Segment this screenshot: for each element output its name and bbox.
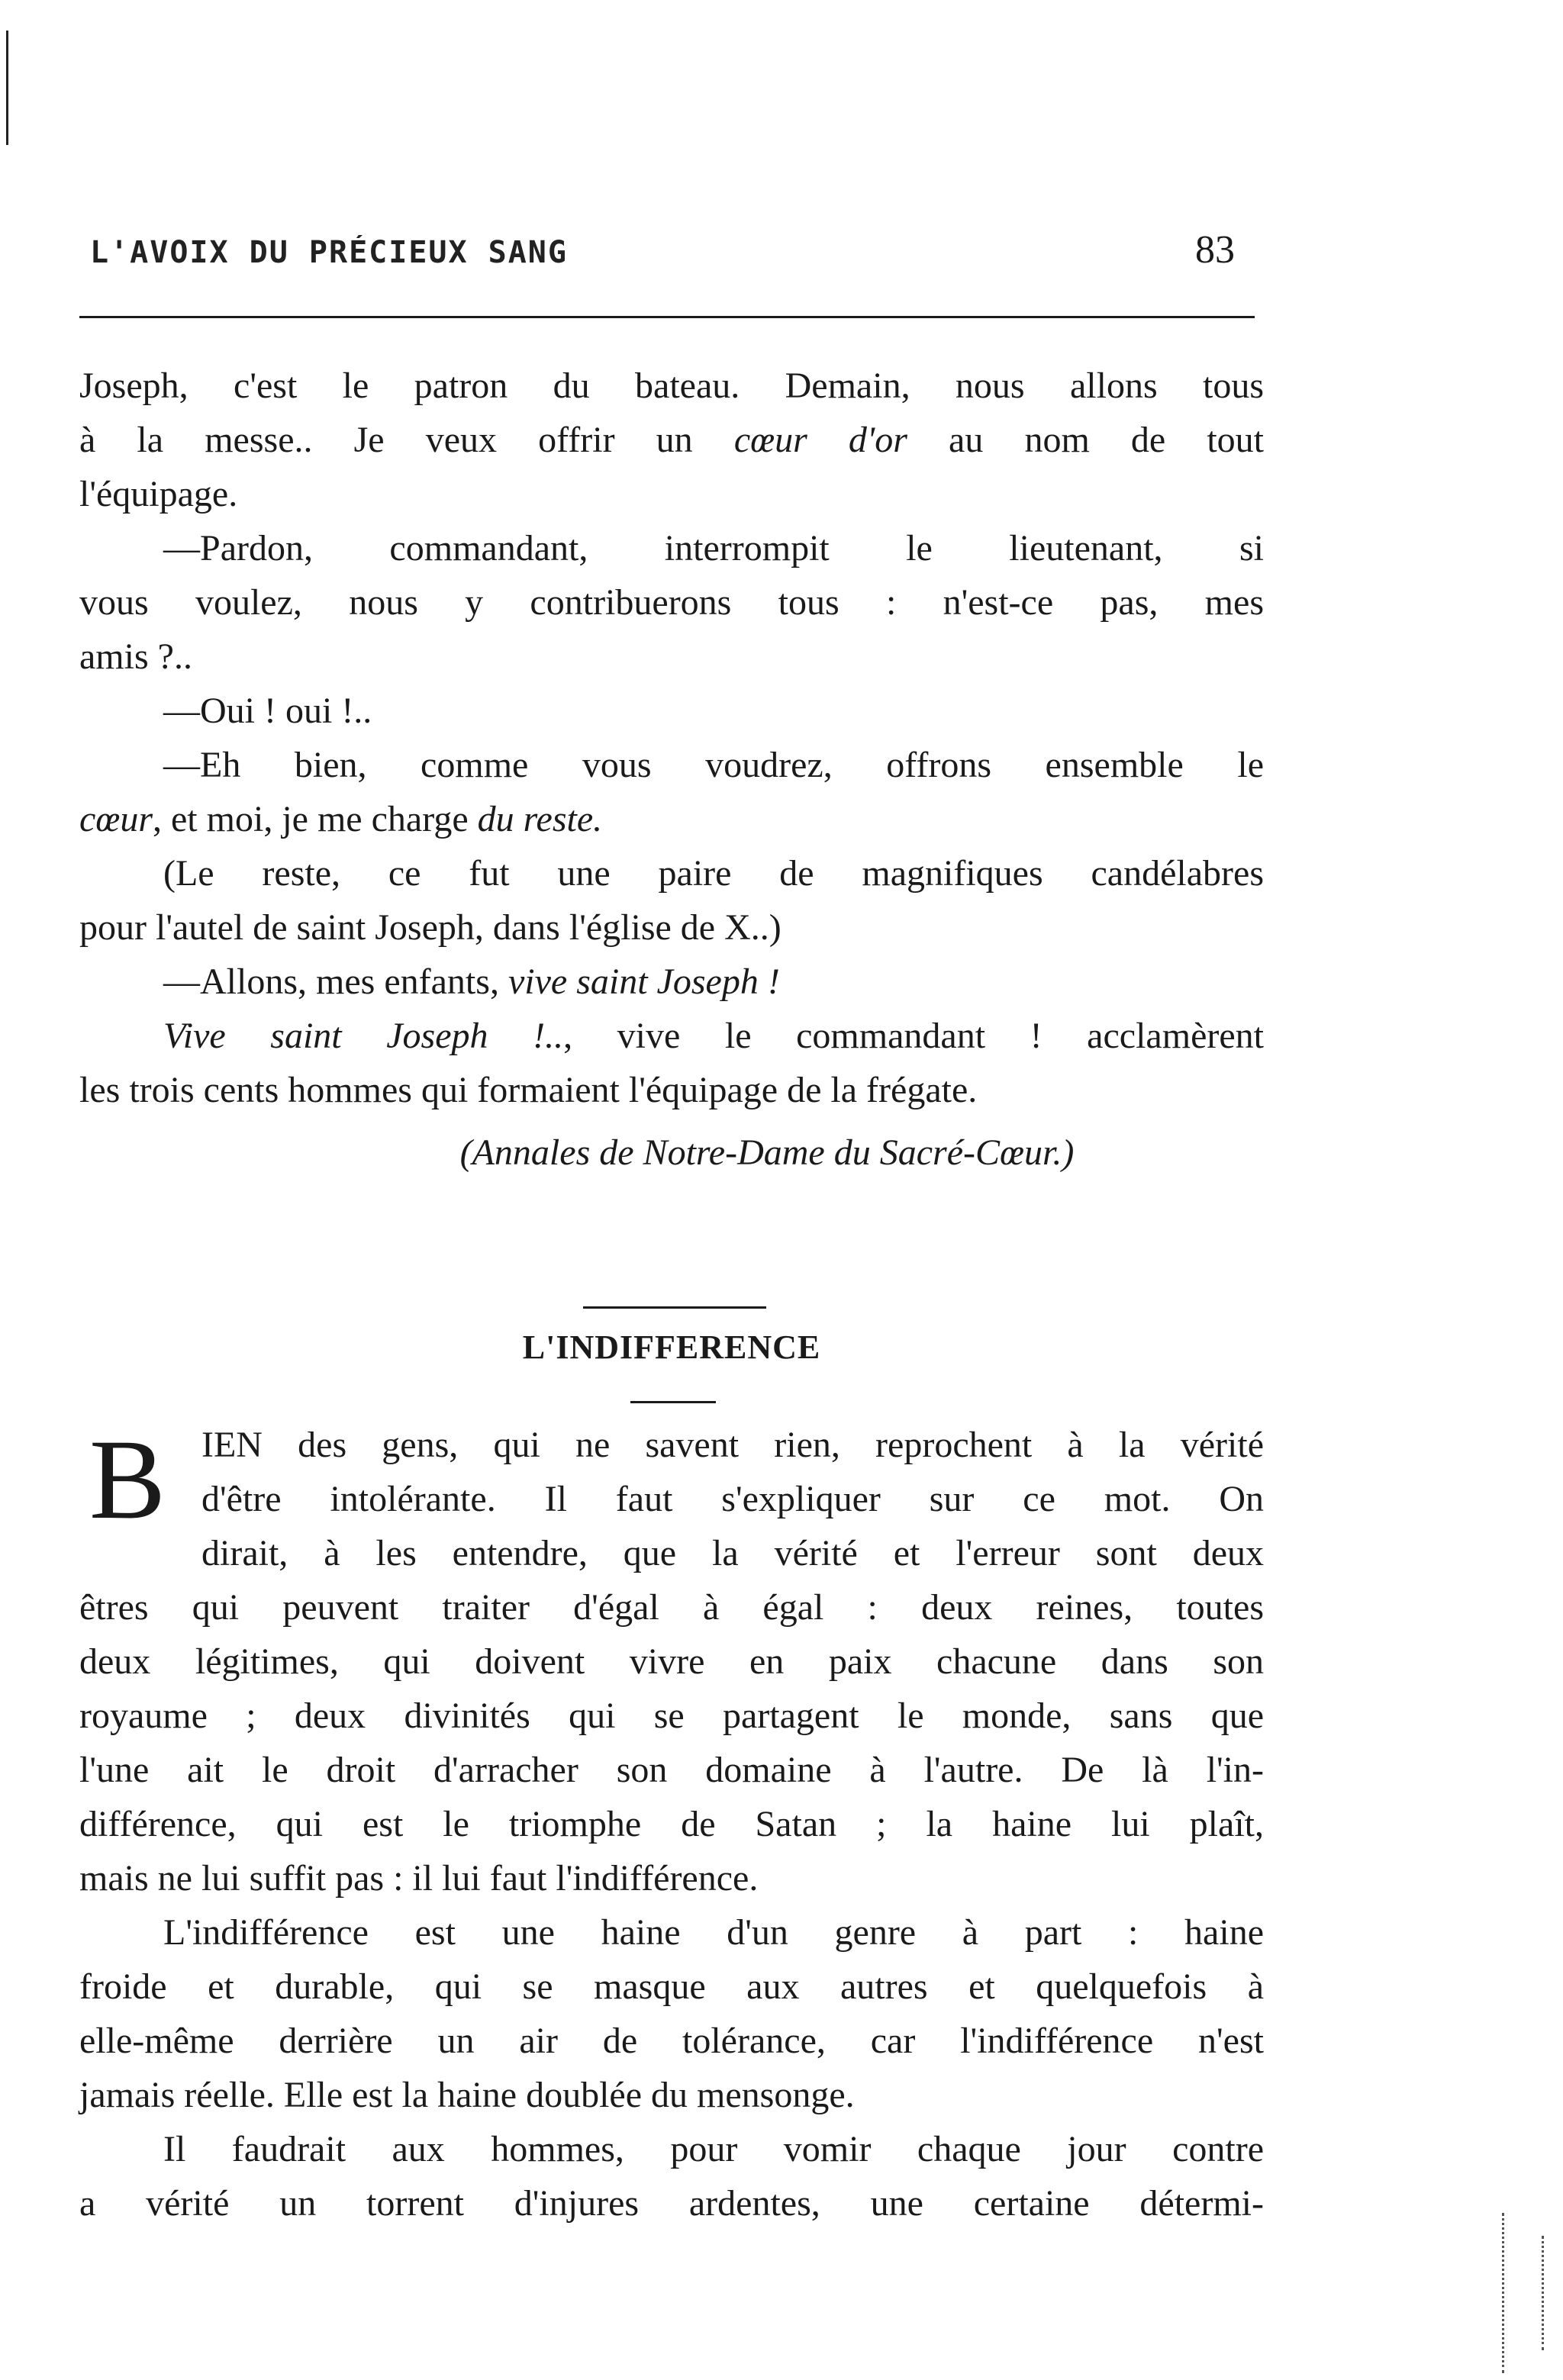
running-header: L'AVOIX DU PRÉCIEUX SANG [90,235,568,270]
text-line: a vérité un torrent d'injures ardentes, une certaine détermi- [79,2183,1264,2224]
text-line: différence, qui est le triomphe de Satan ; la haine lui plaît, [79,1804,1264,1844]
text-line: —Pardon, commandant, interrompit le lieutenant, si [163,528,1264,568]
text-line: —Eh bien, comme vous voudrez, offrons ensemble le [163,745,1264,785]
text-line: vous voulez, nous y contribuerons tous : n'est-ce pas, mes [79,582,1264,623]
text-line: à la messe.. Je veux offrir un cœur d'or au nom de tout [79,420,1264,460]
top-text-block [79,359,1264,1117]
section-body [79,1418,1264,2230]
text-line: (Le reste, ce fut une paire de magnifiques candélabres [163,853,1264,894]
text-line: elle-même derrière un air de tolérance, car l'indifférence n'est [79,2021,1264,2061]
text-line: dirait, à les entendre, que la vérité et l'erreur sont deux [201,1533,1264,1573]
source-citation: (Annales de Notre-Dame du Sacré-Cœur.) [459,1132,1075,1173]
text-line: cœur, et moi, je me charge du reste. [79,799,603,839]
drop-cap: B [89,1416,166,1543]
text-line: les trois cents hommes qui formaient l'équipage de la frégate. [79,1070,978,1110]
text-line: amis ?.. [79,636,192,677]
scan-margin-dots [1502,2213,1519,2373]
section-separator [583,1306,766,1309]
text-line: —Oui ! oui !.. [163,691,372,731]
scan-edge-line [6,31,8,145]
text-line: l'équipage. [79,474,238,514]
section-title: L'INDIFFERENCE [522,1328,821,1366]
text-line: d'être intolérante. Il faut s'expliquer sur ce mot. On [201,1479,1264,1519]
text-line: froide et durable, qui se masque aux autres et quelquefois à [79,1966,1264,2007]
scan-margin-dots-2 [1542,2236,1552,2350]
text-line: mais ne lui suffit pas : il lui faut l'indifférence. [79,1858,759,1899]
text-line: êtres qui peuvent traiter d'égal à égal : deux reines, toutes [79,1587,1264,1628]
page-number: 83 [1195,228,1235,272]
text-line: jamais réelle. Elle est la haine doublée du mensonge. [79,2075,855,2115]
text-line: Il faudrait aux hommes, pour vomir chaque jour contre [163,2129,1264,2169]
header-rule [79,316,1255,318]
italic-phrase: cœur d'or [733,420,907,460]
text-line: Joseph, c'est le patron du bateau. Demain, nous allons tous [79,366,1264,406]
text-line: —Allons, mes enfants, vive saint Joseph ! [163,961,780,1002]
text-line: L'indifférence est une haine d'un genre à part : haine [163,1912,1264,1953]
text-line: IEN des gens, qui ne savent rien, reprochent à la vérité [201,1425,1264,1465]
title-rule [630,1401,716,1403]
text-line: Vive saint Joseph !.., vive le commandant ! acclamèrent [163,1016,1264,1056]
text-line: deux légitimes, qui doivent vivre en paix chacune dans son [79,1641,1264,1682]
text-line: pour l'autel de saint Joseph, dans l'église de X..) [79,907,782,948]
text-line: royaume ; deux divinités qui se partagent le monde, sans que [79,1696,1264,1736]
text-line: l'une ait le droit d'arracher son domaine à l'autre. De là l'in- [79,1750,1264,1790]
